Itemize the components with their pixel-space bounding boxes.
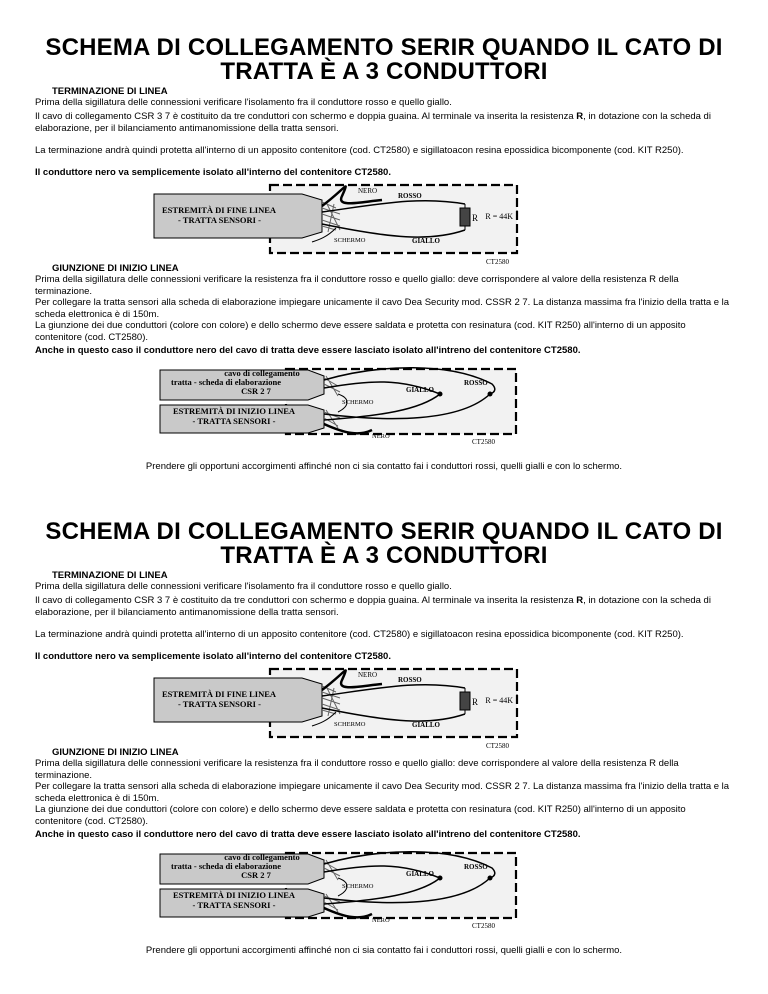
- termination-paragraph-3: La terminazione andrà quindi protetta all'interno di un apposito contenitore (cod. CT2580) e sigillatoacon resina epossidica bicomponente (cod. KIT R250).: [35, 145, 684, 156]
- container-label: CT2580: [472, 922, 495, 930]
- junction-paragraph-4: Anche in questo caso il conduttore nero del cavo di tratta deve essere lasciato isolato all'intreno del contenitore CT2580.: [35, 345, 581, 356]
- yellow-splice-point: [438, 392, 443, 397]
- red-splice-point: [488, 876, 493, 881]
- label-nero: NERO: [358, 187, 378, 195]
- junction-paragraph-2: Per collegare la tratta sensori alla scheda di elaborazione impiegare unicamente il cavo Dea Security mod. CSSR 2 7. La distanza massima fra l'inizio della tratta e la scheda elettronica è di 150m.: [35, 781, 730, 804]
- label-giallo: GIALLO: [412, 721, 441, 729]
- label-schermo: SCHERMO: [334, 721, 366, 728]
- junction-paragraph-1: Prima della sigillatura delle connessioni verificare la resistenza fra il conduttore rosso e quello giallo: deve corrispondere al valore della resistenza R della terminazione.: [35, 758, 679, 781]
- cable-label-line-2: - TRATTA SENSORI -: [178, 699, 261, 709]
- label-rosso: ROSSO: [398, 676, 422, 684]
- resistor-name-inline: R: [576, 595, 584, 606]
- termination-paragraph-3: La terminazione andrà quindi protetta all'interno di un apposito contenitore (cod. CT2580) e sigillatoacon resina epossidica bicomponente (cod. KIT R250).: [35, 629, 684, 640]
- termination-paragraph-2-start: Il cavo di collegamento CSR 3 7 è costituito da tre conduttori con schermo e doppia guaina. Al terminale va inserita la resistenza: [35, 111, 577, 122]
- closing-note: Prendere gli opportuni accorgimenti affinché non ci sia contatto fai i conduttori rossi, quelli gialli e con lo schermo.: [145, 945, 623, 956]
- junction-paragraph-4: Anche in questo caso il conduttore nero del cavo di tratta deve essere lasciato isolato all'intreno del contenitore CT2580.: [35, 829, 581, 840]
- label-rosso: ROSSO: [398, 192, 422, 200]
- wiring-section-2: [0, 484, 768, 964]
- title-line-2: TRATTA È A 3 CONDUTTORI: [220, 58, 548, 85]
- termination-paragraph-2-end: , in dotazione con la scheda di elaborazione, per il bilanciamento antimanomissione della tratta sensori.: [35, 595, 711, 618]
- wiring-section-1: [0, 0, 768, 480]
- resistor-body: [460, 692, 470, 710]
- resistor-value: R = 44K: [485, 696, 513, 705]
- junction-diagram: [160, 848, 520, 934]
- top-cable-label-line-2: tratta - scheda di elaborazione: [170, 377, 282, 387]
- resistor-body: [460, 208, 470, 226]
- termination-paragraph-1: Prima della sigillatura delle connessioni verificare l'isolamento fra il conduttore rosso e quello giallo.: [35, 581, 452, 592]
- termination-paragraph-2: [35, 595, 735, 618]
- junction-paragraph-2: Per collegare la tratta sensori alla scheda di elaborazione impiegare unicamente il cavo Dea Security mod. CSSR 2 7. La distanza massima fra l'inizio della tratta e la scheda elettronica è di 150m.: [35, 297, 730, 320]
- junction-heading: GIUNZIONE DI INIZIO LINEA: [52, 747, 179, 758]
- top-cable-label-line-3: CSR 2 7: [241, 870, 271, 880]
- bottom-cable-label-line-1: ESTREMITÀ DI INIZIO LINEA: [172, 890, 296, 900]
- termination-paragraph-2-end: , in dotazione con la scheda di elaborazione, per il bilanciamento antimanomissione della tratta sensori.: [35, 111, 711, 134]
- section-title: [0, 36, 768, 84]
- termination-paragraph-4: Il conduttore nero va semplicemente isolato all'interno del contenitore CT2580.: [35, 167, 391, 178]
- bottom-cable-label-line-2: - TRATTA SENSORI -: [192, 416, 276, 426]
- label-rosso: ROSSO: [464, 379, 488, 387]
- top-cable-label-line-3: CSR 2 7: [241, 386, 271, 396]
- top-cable-label-line-1: cavo di collegamento: [224, 368, 300, 378]
- termination-diagram: [150, 662, 530, 754]
- title-line-1: SCHEMA DI COLLEGAMENTO SERIR QUANDO IL CATO DI: [45, 518, 723, 545]
- title-line-2: TRATTA È A 3 CONDUTTORI: [220, 542, 548, 569]
- yellow-splice-point: [438, 876, 443, 881]
- top-cable-label-line-1: cavo di collegamento: [224, 852, 300, 862]
- junction-paragraph-3: La giunzione dei due conduttori (colore con colore) e dello schermo deve essere saldata e protetta con resinatura (cod. KIT R250) all'interno di un apposito contenitore (cod. CT2580).: [35, 320, 686, 343]
- resistor-name-inline: R: [576, 111, 584, 122]
- bottom-cable-label-line-2: - TRATTA SENSORI -: [192, 900, 276, 910]
- termination-paragraph-2-start: Il cavo di collegamento CSR 3 7 è costituito da tre conduttori con schermo e doppia guaina. Al terminale va inserita la resistenza: [35, 595, 577, 606]
- junction-paragraph-3: La giunzione dei due conduttori (colore con colore) e dello schermo deve essere saldata e protetta con resinatura (cod. KIT R250) all'interno di un apposito contenitore (cod. CT2580).: [35, 804, 686, 827]
- container-label: CT2580: [486, 258, 509, 266]
- termination-diagram: [150, 178, 530, 270]
- label-resistor: R: [472, 697, 479, 707]
- resistor-value: R = 44K: [485, 212, 513, 221]
- container-label: CT2580: [486, 742, 509, 750]
- label-giallo: GIALLO: [406, 386, 435, 394]
- label-nero: NERO: [358, 671, 378, 679]
- termination-paragraph-4: Il conduttore nero va semplicemente isolato all'interno del contenitore CT2580.: [35, 651, 391, 662]
- label-giallo: GIALLO: [406, 870, 435, 878]
- junction-diagram: [160, 364, 520, 450]
- section-title: [0, 520, 768, 568]
- label-rosso: ROSSO: [464, 863, 488, 871]
- junction-heading: GIUNZIONE DI INIZIO LINEA: [52, 263, 179, 274]
- termination-heading: TERMINAZIONE DI LINEA: [52, 570, 168, 581]
- label-schermo: SCHERMO: [342, 399, 374, 406]
- label-schermo: SCHERMO: [334, 237, 366, 244]
- label-nero: NERO: [372, 433, 390, 440]
- termination-paragraph-1: Prima della sigillatura delle connessioni verificare l'isolamento fra il conduttore rosso e quello giallo.: [35, 97, 452, 108]
- red-splice-point: [488, 392, 493, 397]
- label-schermo: SCHERMO: [342, 883, 374, 890]
- termination-paragraph-2: [35, 111, 735, 134]
- container-label: CT2580: [472, 438, 495, 446]
- title-line-1: SCHEMA DI COLLEGAMENTO SERIR QUANDO IL CATO DI: [45, 34, 723, 61]
- label-nero: NERO: [372, 917, 390, 924]
- cable-label-line-2: - TRATTA SENSORI -: [178, 215, 261, 225]
- closing-note: Prendere gli opportuni accorgimenti affinché non ci sia contatto fai i conduttori rossi, quelli gialli e con lo schermo.: [145, 461, 623, 472]
- cable-label-line-1: ESTREMITÀ DI FINE LINEA: [162, 205, 277, 215]
- label-resistor: R: [472, 213, 479, 223]
- junction-paragraph-1: Prima della sigillatura delle connessioni verificare la resistenza fra il conduttore rosso e quello giallo: deve corrispondere al valore della resistenza R della terminazione.: [35, 274, 679, 297]
- bottom-cable-label-line-1: ESTREMITÀ DI INIZIO LINEA: [172, 406, 296, 416]
- label-giallo: GIALLO: [412, 237, 441, 245]
- cable-label-line-1: ESTREMITÀ DI FINE LINEA: [162, 689, 277, 699]
- top-cable-label-line-2: tratta - scheda di elaborazione: [170, 861, 282, 871]
- termination-heading: TERMINAZIONE DI LINEA: [52, 86, 168, 97]
